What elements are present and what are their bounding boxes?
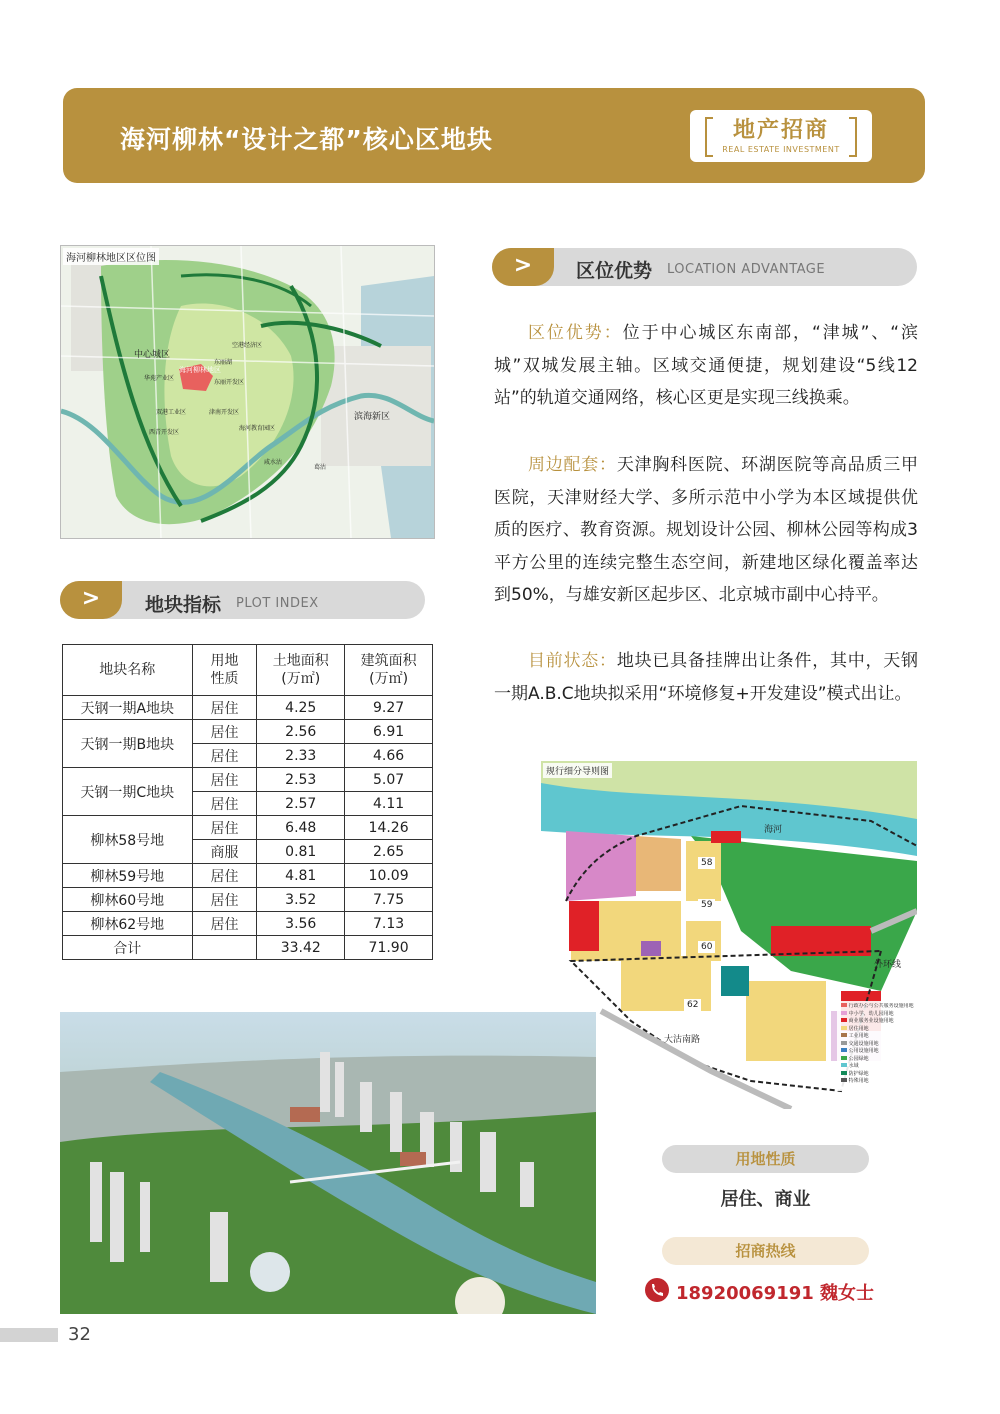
column-header: 地块名称 [63, 645, 193, 696]
section-arrow-icon: > [60, 581, 122, 619]
planning-map-legend [841, 1003, 917, 1086]
location-map [60, 245, 435, 539]
paragraph-text: 位于中心城区东南部，“津城”、“滨城”双城发展主轴。区域交通便捷，规划建设“5线12站”的轨道交通网络，核心区更是实现三线换乘。 [494, 323, 919, 409]
cell-land: 6.48 [257, 816, 345, 840]
map-label: 葛沽 [314, 464, 327, 471]
cell-use: 商服 [192, 840, 257, 864]
cell-use: 居住 [192, 816, 257, 840]
legend-item: 水域 [841, 1063, 917, 1071]
legend-item: 公用设施用地 [841, 1048, 917, 1056]
planning-map [541, 761, 917, 1109]
cell-name: 天钢一期C地块 [63, 768, 193, 816]
cell-land: 2.53 [257, 768, 345, 792]
page-title: 海河柳林“设计之都”核心区地块 [120, 125, 493, 154]
cell-name: 天钢一期A地块 [63, 696, 193, 720]
badge-subtitle: REAL ESTATE INVESTMENT [722, 145, 840, 154]
map-label: 滨海新区 [354, 412, 391, 422]
parcel-label: 60 [698, 941, 715, 953]
plot-index-table [62, 644, 433, 960]
section-arrow-icon: > [492, 248, 554, 286]
cell-name: 天钢一期B地块 [63, 720, 193, 768]
map-label: 西青开发区 [149, 429, 180, 436]
paragraph-label: 目前状态： [528, 651, 617, 671]
cell-land: 3.52 [257, 888, 345, 912]
cell-use: 居住 [192, 768, 257, 792]
map-label: 海河教育园区 [239, 425, 276, 432]
cell-build: 7.75 [345, 888, 433, 912]
map-label: 东丽湖 [214, 359, 233, 366]
location-section-subtitle: LOCATION ADVANTAGE [667, 262, 826, 277]
paragraph-label: 区位优势： [528, 323, 623, 343]
column-header: 土地面积 (万㎡) [257, 645, 345, 696]
parcel-label: 58 [698, 857, 715, 869]
legend-item: 公园绿地 [841, 1056, 917, 1064]
table-row [63, 888, 433, 912]
cell-use: 居住 [192, 696, 257, 720]
aerial-rendering [60, 1012, 596, 1314]
legend-item: 中小学、幼儿园用地 [841, 1011, 917, 1019]
cell-use: 居住 [192, 720, 257, 744]
table-row [63, 696, 433, 720]
land-use-label: 用地性质 [662, 1145, 869, 1173]
legend-item: 居住用地 [841, 1026, 917, 1034]
paragraph-location [494, 317, 918, 415]
cell-name: 柳林60号地 [63, 888, 193, 912]
legend-item: 特殊用地 [841, 1078, 917, 1086]
hotline-number: 18920069191 魏女士 [676, 1283, 875, 1304]
cell-build: 14.26 [345, 816, 433, 840]
paragraph-status [494, 645, 918, 710]
cell-land: 2.56 [257, 720, 345, 744]
table-header-row [63, 645, 433, 696]
parcel-label: 59 [698, 899, 715, 911]
paragraph-facilities [494, 449, 918, 612]
cell-build: 4.11 [345, 792, 433, 816]
map-label: 华苑产业区 [144, 375, 175, 382]
cell-land: 0.81 [257, 840, 345, 864]
cell-land: 4.81 [257, 864, 345, 888]
map-label: 东丽开发区 [214, 379, 245, 386]
map-label: 海河柳林地区 [179, 366, 221, 374]
cell-name: 合计 [63, 936, 193, 960]
cell-use: 居住 [192, 864, 257, 888]
cell-use: 居住 [192, 744, 257, 768]
location-map-caption: 海河柳林地区区位图 [63, 248, 159, 265]
plot-section-subtitle: PLOT INDEX [236, 596, 319, 611]
planning-map-caption: 规行细分导则图 [543, 763, 612, 778]
cell-build: 10.09 [345, 864, 433, 888]
cell-use: 居住 [192, 792, 257, 816]
cell-build: 9.27 [345, 696, 433, 720]
legend-item: 工业用地 [841, 1033, 917, 1041]
paragraph-label: 周边配套： [528, 455, 617, 475]
legend-item: 交通设施用地 [841, 1041, 917, 1049]
table-row [63, 912, 433, 936]
cell-build: 4.66 [345, 744, 433, 768]
cell-land: 33.42 [257, 936, 345, 960]
table-row [63, 816, 433, 840]
table-total-row [63, 936, 433, 960]
hotline-label: 招商热线 [662, 1237, 869, 1265]
map-label: 空港经济区 [232, 342, 263, 349]
location-section-title: 区位优势 [576, 260, 653, 282]
cell-land: 3.56 [257, 912, 345, 936]
legend-item: 行政办公与公共服务设施用地 [841, 1003, 917, 1011]
badge-title: 地产招商 [732, 118, 829, 143]
cell-build: 7.13 [345, 912, 433, 936]
cell-build: 5.07 [345, 768, 433, 792]
column-header: 建筑面积 (万㎡) [345, 645, 433, 696]
map-label: 津南开发区 [209, 409, 240, 416]
column-header: 用地 性质 [192, 645, 257, 696]
road-label: 外环线 [874, 960, 902, 970]
cell-use [192, 936, 257, 960]
table-row [63, 864, 433, 888]
cell-land: 4.25 [257, 696, 345, 720]
map-label: 中心城区 [134, 350, 171, 360]
phone-icon [644, 1277, 674, 1307]
plot-section-title: 地块指标 [145, 594, 222, 616]
cell-use: 居住 [192, 888, 257, 912]
cell-name: 柳林62号地 [63, 912, 193, 936]
cell-build: 2.65 [345, 840, 433, 864]
page-number-bar [0, 1328, 58, 1342]
table-row [63, 720, 433, 744]
cell-build: 71.90 [345, 936, 433, 960]
map-label: 双港工业区 [156, 409, 187, 416]
cell-name: 柳林59号地 [63, 864, 193, 888]
cell-build: 6.91 [345, 720, 433, 744]
table-row [63, 768, 433, 792]
paragraph-text: 天津胸科医院、环湖医院等高品质三甲医院，天津财经大学、多所示范中小学为本区域提供优质的医疗、教育资源。规划设计公园、柳林公园等构成3平方公里的连续完整生态空间，新建地区绿化覆盖率达到50%，与雄安新区起步区、北京城市副中心持平。 [494, 455, 919, 606]
cell-name: 柳林58号地 [63, 816, 193, 864]
legend-item: 防护绿地 [841, 1071, 917, 1079]
cell-land: 2.57 [257, 792, 345, 816]
map-label: 咸水沽 [264, 459, 283, 466]
page-number: 32 [68, 1324, 91, 1345]
parcel-label: 62 [684, 999, 701, 1011]
land-use-value: 居住、商业 [720, 1189, 811, 1210]
paragraph-text: 地块已具备挂牌出让条件，其中，天钢一期A.B.C地块拟采用“环境修复+开发建设”模式出让。 [494, 651, 919, 704]
legend-item: 商业服务业设施用地 [841, 1018, 917, 1026]
cell-use: 居住 [192, 912, 257, 936]
road-label: 海河 [764, 825, 783, 835]
cell-land: 2.33 [257, 744, 345, 768]
road-label: 大沽南路 [664, 1035, 701, 1045]
